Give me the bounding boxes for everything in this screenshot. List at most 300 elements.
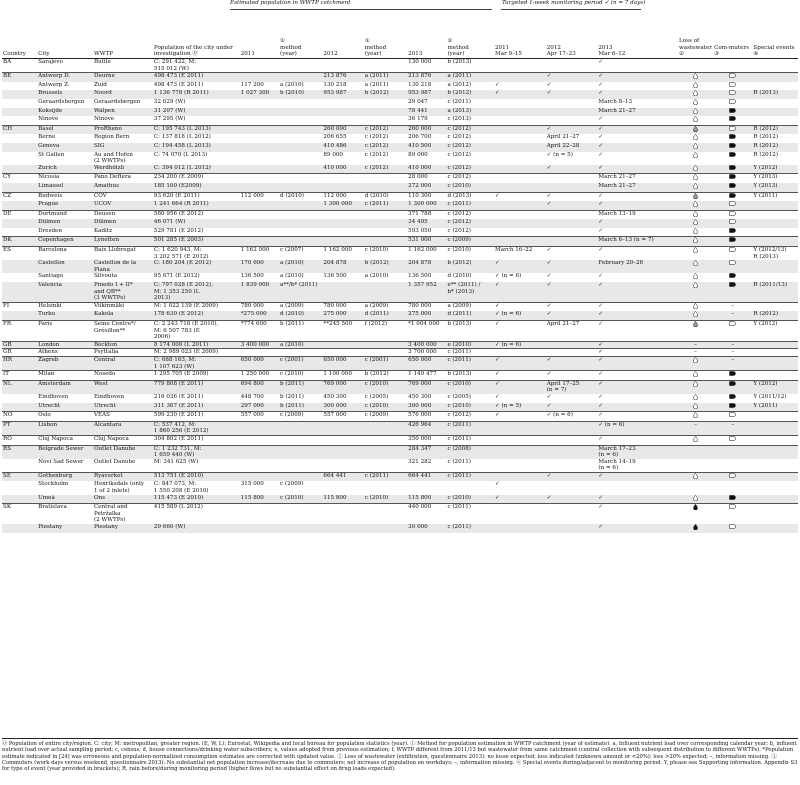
population-cell: 31 207 (W) [153,108,240,117]
drop-icon [693,203,698,209]
commuters-cell [713,219,752,228]
city-cell: Novi Sad Sewer [38,458,84,465]
loss-cell [678,356,713,370]
method-2013-cell: b (2012) [446,90,494,99]
city-cell: Barcelona [37,247,93,261]
estimate-2012-cell: 300 000 [322,403,363,412]
table-row [2,459,798,473]
target-2012-cell [546,174,598,183]
city-cell: Zagreb [37,356,93,370]
commuter-bubble-icon [729,212,736,218]
loss-cell [678,472,713,481]
method-2011-cell [279,504,322,524]
target-2013-cell: ✓ (n = 6) [597,421,678,435]
drop-icon [693,383,698,389]
method-2013-cell: c (2011) [446,524,494,533]
target-2013-cell: March 8–13 [598,98,633,105]
estimate-2013-cell: 576 000 [407,412,446,422]
method-2013-cell: a (2013) [446,108,494,117]
loss-cell [678,524,713,533]
drop-icon [693,373,698,379]
method-2013-cell: b (2013) [446,371,494,381]
estimate-2012-cell: 410 000 [322,165,363,174]
method-2013-cell: c (2012) [446,125,494,134]
header-wwtp: WWTP [93,51,113,58]
method-2011-cell: d (2010) [279,311,322,320]
loss-cell [678,228,713,237]
estimate-2012-cell [322,481,363,494]
method-2012-cell: c (2012) [364,134,389,141]
country-cell [2,282,37,302]
estimate-2011-cell [240,472,279,481]
table-row [2,260,798,273]
header-method-2013: ① method (year) [447,38,469,58]
commuter-bubble-icon [729,474,736,480]
loss-cell [678,134,713,143]
table-row [2,152,798,165]
method-2013-cell: c (2012) [446,412,494,422]
target-2011-cell: March 16–22 [494,247,546,261]
commuters-cell [713,321,752,342]
drop-icon [693,239,698,245]
estimate-2012-cell [322,435,363,445]
drop-icon [693,313,698,319]
method-2012-cell: c (2009) [364,412,407,422]
target-2011-cell [494,73,546,82]
method-2012-cell: c (2011) [364,472,407,481]
wwtp-cell: Pinedo I + II* and QB** (3 WWTPs) [93,282,153,302]
estimate-2012-cell [322,183,363,192]
method-2012-cell [364,459,407,473]
loss-cell [678,282,713,302]
wwtp-cell: Nosedo [93,371,153,381]
commuters-cell [713,445,752,459]
events-cell [752,201,798,210]
target-2012-cell: ✓ [546,356,598,370]
estimate-2013-cell: 531 000 [407,237,446,247]
target-2011-cell [494,143,546,152]
table-header [2,0,798,26]
loss-cell [678,273,713,282]
population-cell: C: 180 204 (E 2012) [153,260,240,273]
method-2013-cell: c (2011) [447,98,471,105]
commuter-bubble-icon [729,505,736,511]
country-cell: FR [2,321,37,342]
method-2013-cell: e (2010) [446,341,494,349]
header-commuters: Com-muters ③ [714,44,749,58]
estimate-2011-cell [240,99,279,108]
commuter-bubble-icon [729,437,736,443]
method-2011-cell [279,349,322,357]
method-2012-cell: c (2012) [364,165,407,174]
estimate-2011-cell: 136 500 [240,273,264,280]
method-2011-cell: b (2010) [279,90,322,99]
commuter-bubble-icon [729,404,736,410]
estimate-2011-cell: 1 250 000 [240,371,279,381]
estimate-2013-cell: *1 004 000 [407,321,446,342]
estimate-2012-cell: 112 000 [322,192,363,201]
estimate-2011-cell: 117 200 [240,81,264,88]
target-2013-cell: March 6–13 (n = 7) [597,237,678,247]
commuters-cell [713,82,752,91]
target-2011-cell [494,459,546,473]
wwtp-cell: Ryaverket [93,472,153,481]
commuter-bubble-icon [729,184,736,190]
commuters-cell: – [713,349,752,357]
events-cell [752,504,798,524]
target-2011-cell: ✓ [494,321,546,342]
header-city: City [38,51,50,58]
city-cell: Utrecht [37,403,93,412]
estimate-2011-cell [240,504,279,524]
estimate-2013-cell: 450 300 [408,393,432,400]
wwtp-cell: Region Bern [93,134,130,141]
city-cell: Belgrade Sewer [37,445,93,459]
population-cell: C: 1 232 731, M: 1 659 440 (W) [153,445,240,459]
estimate-2011-cell: 115 800 [240,495,279,504]
estimate-2012-cell [322,228,363,237]
city-cell: Bratislava [37,504,93,524]
events-cell: Y (2011) [752,192,798,201]
target-2013-cell: ✓ [597,403,678,412]
method-2011-cell [279,219,322,228]
drop-icon [693,405,698,411]
wwtp-cell: Noord [93,90,153,99]
commuter-bubble-icon [729,322,736,328]
method-2011-cell: a**/b* (2011) [279,282,322,302]
city-cell: Castellon [37,260,93,273]
estimate-2012-cell [322,349,363,357]
population-cell: M: 2 989 023 (E 2009) [153,349,240,357]
target-2013-cell: ✓ [597,435,678,445]
events-cell: Y (2011) [752,403,798,412]
estimate-2013-cell: 36 179 [408,116,428,123]
table-row [2,421,798,435]
target-2012-cell [546,237,598,247]
target-2013-cell: March 21–27 [597,108,678,117]
estimate-2011-cell [240,459,279,473]
loss-cell [678,459,713,473]
events-cell [752,116,798,125]
drop-icon [693,396,698,402]
method-2013-cell: c (2011) [446,504,494,524]
population-cell: 8 174 000 (L 2011) [153,341,240,349]
method-2012-cell [364,421,407,435]
method-2011-cell [279,59,322,73]
population-cell: 529 781 (E 2012) [153,227,204,234]
header-2011: 2011 [240,51,255,58]
events-cell [752,481,798,494]
commuters-cell [713,165,752,174]
commuter-bubble-icon [729,127,736,133]
country-cell: IT [2,371,37,381]
table-row [2,371,798,381]
method-2013-cell: c (2010) [446,247,494,261]
commuters-cell [713,116,752,125]
country-cell [2,311,37,320]
city-cell: Piestany [37,524,93,533]
wwtp-cell: Outlet Danube [93,445,153,459]
estimate-2013-cell: 426 964 [407,421,446,435]
events-cell: R (2012) [752,311,798,320]
method-2013-cell: c (2012) [446,143,494,152]
country-cell: BE [2,73,37,82]
method-2011-cell: c (2007) [279,247,322,261]
target-2011-cell [494,421,546,435]
events-cell [752,108,798,117]
table-row [2,321,798,342]
wwtp-cell: Central and Petržalka (2 WWTPs) [93,504,153,524]
city-cell: Gothenburg [37,472,93,481]
wwtp-cell: VEAS [93,412,153,422]
table-row [2,302,798,311]
commuters-cell [713,481,752,494]
target-2012-cell: ✓ [546,125,598,134]
target-2011-cell [494,125,546,134]
estimate-2012-cell [322,99,363,108]
method-2013-cell: b (2013) [446,321,494,342]
target-2013-cell: ✓ [598,227,604,234]
drop-icon [693,128,698,134]
estimate-2013-cell: 130 000 [407,59,446,73]
table-row [2,394,798,403]
commuters-cell [713,403,752,412]
estimate-2011-cell: *275 000 [240,311,279,320]
city-cell: Paris [37,321,93,342]
estimate-2012-cell: 130 218 [323,81,347,88]
targeted-period-group-heading: Targeted 1-week monitoring period ✓ (n = 7 days) [502,0,646,6]
events-cell [752,435,798,445]
commuters-cell: – [713,356,752,370]
estimate-2012-cell: 206 655 [323,134,347,141]
loss-cell [678,165,713,174]
country-cell: SK [2,504,37,524]
target-2011-cell: ✓ [494,260,546,273]
target-2012-cell: April 17–25 (n = 7) [546,380,598,394]
commuters-cell [713,495,752,504]
estimate-2013-cell: 953 987 [407,90,446,99]
estimate-2012-cell [322,174,363,183]
events-cell: Y (2012) [752,380,798,394]
country-cell [2,459,37,473]
target-2013-cell: ✓ [597,219,678,228]
target-2013-cell: ✓ [597,73,678,82]
country-cell [2,260,37,273]
drop-icon [693,221,698,227]
estimate-2011-cell: 448 700 [240,393,264,400]
target-2012-cell [546,459,598,473]
events-cell [752,237,798,247]
target-2011-cell: ✓ [494,371,546,381]
wwtp-cell: Amathus [93,183,153,192]
country-cell [2,108,37,117]
population-cell: 1 136 778 (R 2011) [153,90,240,99]
wwtp-cell: Werdhölzli [93,165,153,174]
country-cell [2,165,37,174]
city-cell: Geraardsbergen [38,98,85,105]
population-cell: 216 036 (E 2011) [153,393,204,400]
table-row [2,495,798,504]
target-2011-cell: ✓ [494,282,546,302]
commuters-cell: – [713,341,752,349]
target-2013-cell: ✓ [598,151,604,158]
city-cell: Cluj Napoca [37,435,93,445]
country-cell: HR [2,356,37,370]
table-row [2,82,798,91]
method-2011-cell [279,73,322,82]
commuters-cell [713,394,752,403]
wwtp-cell: Geraardsbergen [93,98,141,105]
commuter-bubble-icon [729,274,736,280]
events-cell: Y (2012) [752,165,798,174]
events-cell [752,459,798,473]
estimate-2013-cell: 28 000 [407,174,446,183]
method-2012-cell: b (2012) [364,260,407,273]
drop-icon [693,118,698,124]
wwtp-cell: Butile [93,59,153,73]
drop-icon [693,101,698,107]
country-cell [2,403,37,412]
estimate-2011-cell [240,165,279,174]
wwtp-cell: Walpen [93,108,153,117]
estimate-2011-cell [240,183,279,192]
estimate-2012-cell: 1 162 000 [322,247,363,261]
target-2012-cell: ✓ [546,73,598,82]
method-2013-cell: c (2011) [446,421,494,435]
table-row [2,341,798,349]
method-2011-cell [279,116,322,125]
commuter-bubble-icon [729,135,736,141]
method-2013-cell: a (2012) [447,81,472,88]
method-2011-cell: a (2010) [280,273,304,280]
loss-cell [678,219,713,228]
target-2013-cell: ✓ [597,321,678,342]
table-row [2,73,798,82]
commuters-cell [713,282,752,302]
method-2011-cell [279,183,322,192]
events-cell [752,445,798,459]
method-2012-cell: a (2009) [364,302,407,311]
events-cell [752,349,798,357]
loss-cell [678,237,713,247]
method-2012-cell: c (2010) [364,247,407,261]
estimate-2013-cell: 284 347 [407,445,446,459]
estimate-2013-cell: 206 700 [408,134,432,141]
table-row [2,192,798,201]
estimate-2012-cell [322,116,363,125]
city-cell: Geneva [37,143,93,152]
estimate-2011-cell [240,108,279,117]
commuter-bubble-icon [729,100,736,106]
loss-cell [678,174,713,183]
estimate-2013-cell: 410 000 [407,165,446,174]
country-cell: CH [2,125,37,134]
method-2012-cell [364,219,407,228]
wwtp-cell: Deurne [93,73,153,82]
target-2012-cell: ✓ (n = 6) [546,412,598,422]
commuters-cell: – [713,311,752,320]
method-2012-cell: c (2001) [364,356,407,370]
estimate-2012-cell [322,341,363,349]
city-cell: Budweis [37,192,93,201]
country-cell: CZ [2,192,37,201]
target-2013-cell [597,481,678,494]
drop-icon [693,84,698,90]
estimate-2012-cell: 664 441 [322,472,363,481]
events-cell: R (2012) [752,125,798,134]
method-2012-cell [364,445,407,459]
target-2011-cell [494,116,546,125]
table-row [2,90,798,99]
population-cell: 29 660 (W) [153,524,240,533]
commuters-cell [713,237,752,247]
city-cell: Athens [37,349,93,357]
loss-cell [678,90,713,99]
wwtp-cell: Lynetten [93,237,153,247]
target-2013-cell: March 13–19 [597,210,678,219]
estimate-2011-cell [240,435,279,445]
table-body [2,59,798,533]
estimate-2013-cell: 3 700 000 [407,349,446,357]
city-cell: Santiago [38,273,64,280]
population-cell: 415 589 (L 2012) [153,504,240,524]
estimate-2011-cell [240,134,279,143]
drop-icon [693,136,698,142]
events-cell [752,210,798,219]
events-cell: R (2013) [752,90,798,99]
method-2013-cell: c (2011) [446,201,494,210]
commuter-bubble-icon [729,83,736,89]
method-2013-cell: c (2012) [446,174,494,183]
wwtp-cell: Cluj Napoca [93,435,153,445]
estimate-2013-cell: 593 050 [408,227,432,234]
events-cell [752,421,798,435]
method-2012-cell [364,237,407,247]
table-row [2,356,798,370]
loss-cell: – [678,421,713,435]
target-2012-cell [546,421,598,435]
target-2013-cell: ✓ [597,247,678,261]
target-2012-cell [546,524,598,533]
target-2012-cell [546,349,598,357]
target-2011-cell [494,59,546,73]
estimate-2011-cell: 3 400 000 [240,341,279,349]
events-cell: R (2012) [752,143,798,152]
method-2012-cell: c (2010) [364,495,407,504]
commuters-cell: – [713,421,752,435]
method-2011-cell: b (2011) [279,403,322,412]
city-cell: Lisbon [37,421,93,435]
target-2013-cell: ✓ [597,192,678,201]
commuter-bubble-icon [729,117,736,123]
target-2013-cell: ✓ [597,380,678,394]
population-cell: 1 241 664 (R 2011) [153,201,240,210]
target-2013-cell: March 14–19 (n = 6) [598,458,636,472]
commuter-bubble-icon [729,144,736,150]
method-2013-cell: c (2012) [447,134,471,141]
estimate-2013-cell: 440 000 [407,504,446,524]
wwtp-cell: Kakola [93,311,153,320]
table-row [2,228,798,237]
target-2011-cell [494,228,546,237]
population-cell: 513 751 (E 2010) [153,472,240,481]
header-loss: Loss of wastewater ② [679,38,712,58]
method-2011-cell: c (2010) [279,371,322,381]
table-row [2,134,798,143]
table-row [2,201,798,210]
estimate-2013-cell: 1 357 952 [407,282,446,302]
data-table [2,26,798,533]
